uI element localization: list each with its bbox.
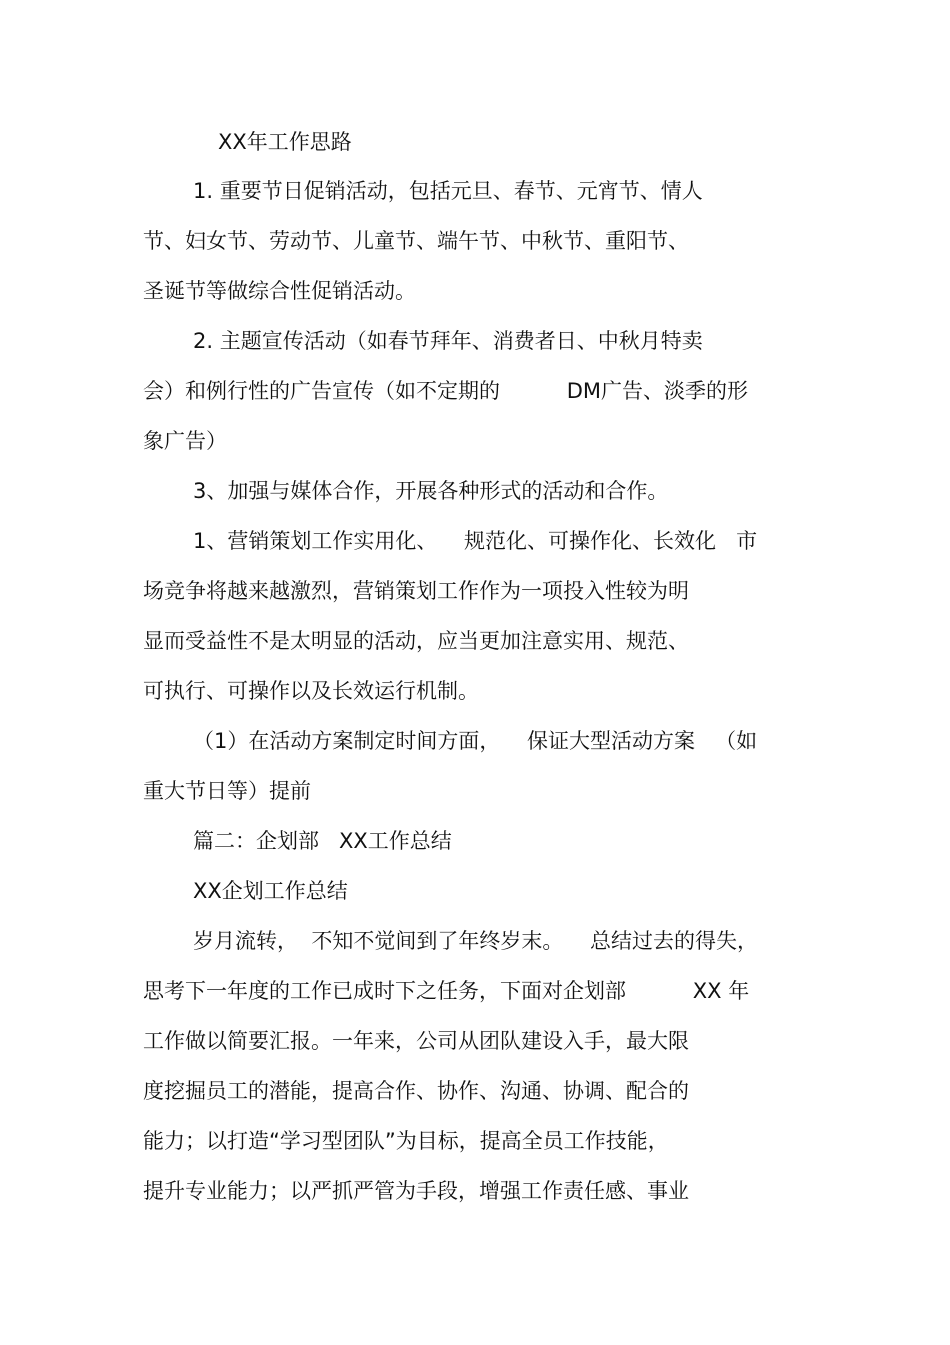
- paragraph-line: 圣诞节等做综合性促销活动。: [143, 279, 416, 303]
- paragraph-line: 3、加强与媒体合作，开展各种形式的活动和合作。: [193, 479, 669, 503]
- paragraph-line: 会）和例行性的广告宣传（如不定期的 DM广告、淡季的形: [143, 379, 749, 403]
- paragraph-line: 思考下一年度的工作已成时下之任务，下面对企划部 XX 年: [143, 979, 750, 1003]
- paragraph-line: 岁月流转， 不知不觉间到了年终岁末。 总结过去的得失，: [193, 929, 759, 953]
- section-title: 篇二：企划部 XX工作总结: [193, 829, 452, 853]
- paragraph-line: 节、妇女节、劳动节、儿童节、端午节、中秋节、重阳节、: [143, 229, 689, 253]
- paragraph-line: （1）在活动方案制定时间方面， 保证大型活动方案 （如: [193, 729, 758, 753]
- paragraph-line: 2. 主题宣传活动（如春节拜年、消费者日、中秋月特卖: [193, 329, 703, 353]
- paragraph-line: 工作做以简要汇报。一年来，公司从团队建设入手，最大限: [143, 1029, 689, 1053]
- paragraph-line: 度挖掘员工的潜能，提高合作、协作、沟通、协调、配合的: [143, 1079, 689, 1103]
- paragraph-line: 场竞争将越来越激烈，营销策划工作作为一项投入性较为明: [143, 579, 689, 603]
- paragraph-line: 提升专业能力；以严抓严管为手段，增强工作责任感、事业: [143, 1179, 689, 1203]
- heading-work-plan: XX年工作思路: [218, 130, 352, 154]
- paragraph-line: 可执行、可操作以及长效运行机制。: [143, 679, 479, 703]
- paragraph-line: 重大节日等）提前: [143, 779, 311, 803]
- paragraph-line: 能力；以打造“学习型团队”为目标，提高全员工作技能，: [143, 1129, 669, 1153]
- paragraph-line: 象广告）: [143, 429, 227, 453]
- paragraph-line: 1、营销策划工作实用化、 规范化、可操作化、长效化 市: [193, 529, 758, 553]
- subsection-title: XX企划工作总结: [193, 879, 348, 903]
- paragraph-line: 显而受益性不是太明显的活动，应当更加注意实用、规范、: [143, 629, 689, 653]
- paragraph-line: 1. 重要节日促销活动，包括元旦、春节、元宵节、情人: [193, 179, 703, 203]
